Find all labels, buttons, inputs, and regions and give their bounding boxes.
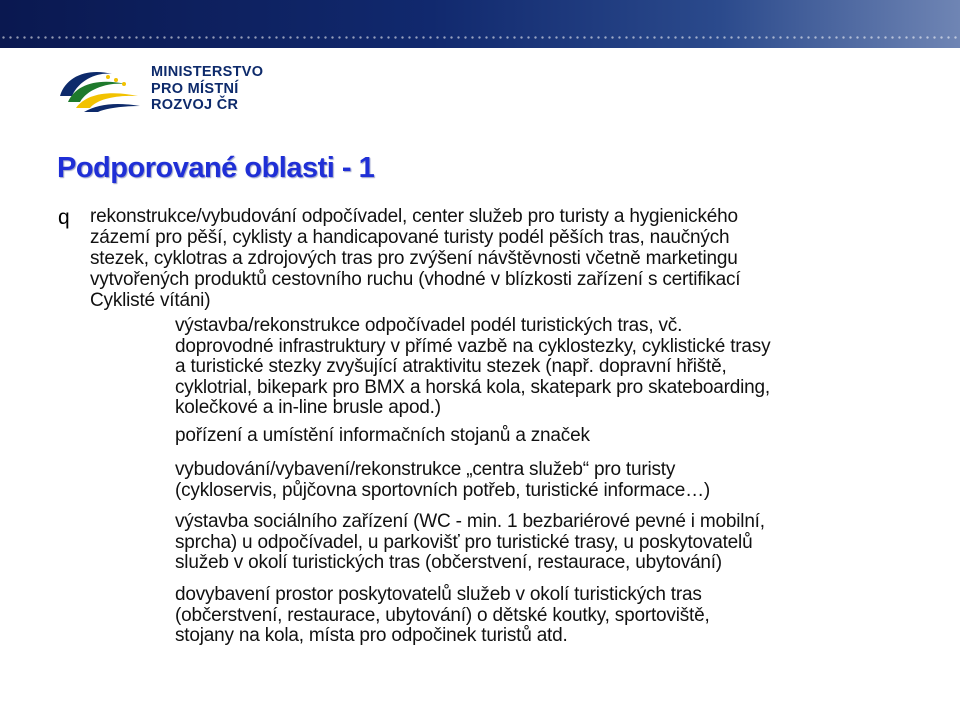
sub-item-line: výstavba sociálního zařízení (WC - min. 1 bezbariérové pevné i mobilní, — [175, 511, 765, 532]
sub-item-line: služeb v okolí turistických tras (občerstvení, restaurace, ubytování) — [175, 552, 722, 573]
sub-item-line: doprovodné infrastruktury v přímé vazbě na cyklostezky, cyklistické trasy — [175, 335, 771, 357]
sub-item-line: cyklotrial, bikepark pro BMX a horská kola, skatepark pro skateboarding, — [175, 376, 770, 398]
main-bullet-text — [90, 206, 910, 311]
sub-item-info-stands — [175, 426, 935, 447]
sub-item-line: (občerstvení, restaurace, ubytování) o dětské koutky, sportoviště, — [175, 604, 710, 626]
main-bullet-line: zázemí pro pěší, cyklisty a handicapované turisty podél pěších tras, naučných — [90, 227, 730, 248]
main-bullet-line: vytvořených produktů cestovního ruchu (vhodné v blízkosti zařízení s certifikací — [90, 269, 741, 290]
sub-item-line: výstavba/rekonstrukce odpočívadel podél turistických tras, vč. — [175, 315, 683, 336]
main-bullet-line: Cyklisté vítáni) — [90, 290, 211, 311]
main-bullet-line: stezek, cyklotras a zdrojových tras pro zvýšení návštěvnosti včetně marketingu — [90, 248, 738, 269]
sub-item-provider-equipment — [175, 585, 935, 647]
bullet-marker: q — [58, 206, 70, 229]
sub-item-line: stojany na kola, místa pro odpočinek turistů atd. — [175, 625, 568, 646]
ministry-name — [151, 64, 263, 114]
sub-item-line: sprcha) u odpočívadel, u parkovišť pro turistické trasy, u poskytovatelů — [175, 531, 753, 553]
main-bullet-line: rekonstrukce/vybudování odpočívadel, center služeb pro turisty a hygienického — [90, 206, 738, 227]
ministry-name-line-3: ROZVOJ ČR — [151, 97, 239, 113]
header-band — [0, 0, 960, 48]
sub-item-line: vybudování/vybavení/rekonstrukce „centra služeb“ pro turisty — [175, 459, 676, 480]
sub-item-line: pořízení a umístění informačních stojanů a značek — [175, 425, 590, 446]
sub-item-service-centre — [175, 460, 935, 501]
ministry-name-line-1: MINISTERSTVO — [151, 64, 264, 80]
ministry-name-line-2: PRO MÍSTNÍ — [151, 80, 239, 97]
sub-item-line: (cykloservis, půjčovna sportovních potřeb, turistické informace…) — [175, 479, 711, 501]
slide-title: Podporované oblasti - 1 — [57, 152, 375, 184]
header-dot-pattern — [0, 34, 960, 42]
ministry-logo-icon — [54, 62, 142, 114]
sub-item-rest-areas — [175, 316, 935, 419]
sub-item-line: a turistické stezky zvyšující atraktivitu stezek (např. dopravní hřiště, — [175, 356, 727, 377]
sub-item-line: kolečkové a in-line brusle apod.) — [175, 397, 441, 418]
sub-item-sanitary-facilities — [175, 512, 935, 574]
sub-item-line: dovybavení prostor poskytovatelů služeb v okolí turistických tras — [175, 584, 702, 605]
